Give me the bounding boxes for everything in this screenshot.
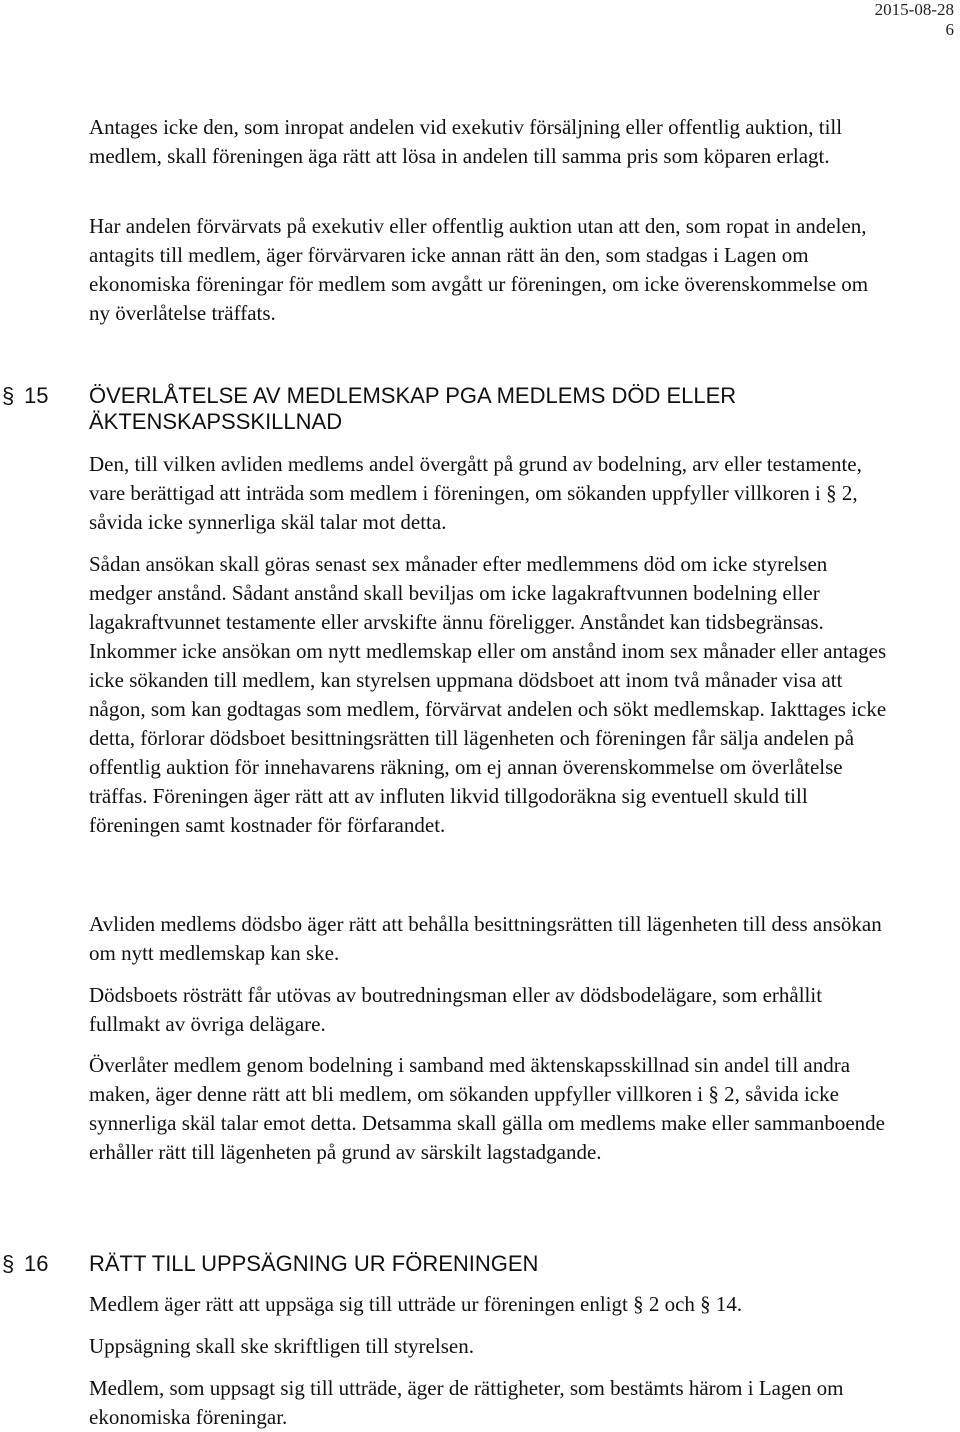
page-header bbox=[875, 0, 954, 40]
page-number: 6 bbox=[945, 20, 954, 39]
section-number: 16 bbox=[24, 1251, 49, 1276]
section-15-paragraph-2: Sådan ansökan skall göras senast sex månader efter medlemmens död om icke styrelsen medger anstånd. Sådant anstånd skall beviljas om icke lagakraftvunnen bodelning eller lagakraftvunnet testamente eller arvskifte ännu föreligger. Anståndet kan tidsbegränsas. Inkommer icke ansökan om nytt medlemskap eller om anstånd inom sex månader eller antages icke sökanden till medlem, kan styrelsen uppmana dödsboet att inom två månader visa att någon, som kan godtagas som medlem, förvärvat andelen och sökt medlemskap. Iakttages icke detta, förlorar dödsboet besittningsrätten till lägenheten och föreningen får sälja andelen på offentlig auktion för innehavarens räkning, om ej annan överenskommelse om överlåtelse träffas. Föreningen äger rätt att av influten likvid tillgodoräkna sig eventuell skuld till föreningen samt kostnader för förfarandet. bbox=[89, 552, 887, 837]
section-16-paragraph-3: Medlem, som uppsagt sig till utträde, äger de rättigheter, som bestämts härom i Lagen om ekonomiska föreningar. bbox=[89, 1376, 844, 1429]
header-date: 2015-08-28 bbox=[874, 0, 954, 19]
section-15-paragraph-4: Dödsboets rösträtt får utövas av boutredningsman eller av dödsbodelägare, som erhållit fullmakt av övriga delägare. bbox=[89, 983, 823, 1036]
section-15-paragraph-1: Den, till vilken avliden medlems andel övergått på grund av bodelning, arv eller testamente, vare berättigad att inträda som medlem i föreningen, om sökanden uppfyller villkoren i § 2, såvida icke synnerliga skäl talar mot detta. bbox=[89, 452, 862, 534]
section-number: 15 bbox=[24, 383, 49, 408]
section-title: ÖVERLÅTELSE AV MEDLEMSKAP PGA MEDLEMS DÖD ELLER ÄKTENSKAPSSKILLNAD bbox=[89, 383, 737, 434]
section-15-paragraph-3: Avliden medlems dödsbo äger rätt att behålla besittningsrätten till lägenheten till dess ansökan om nytt medlemskap kan ske. bbox=[89, 912, 882, 965]
intro-paragraph-1: Antages icke den, som inropat andelen vid exekutiv försäljning eller offentlig auktion, till medlem, skall föreningen äga rätt att lösa in andelen till samma pris som köparen erlagt. bbox=[89, 115, 843, 168]
section-15-paragraph-5: Överlåter medlem genom bodelning i samband med äktenskapsskillnad sin andel till andra maken, äger denne rätt att bli medlem, om sökanden uppfyller villkoren i § 2, såvida icke synnerliga skäl talar emot detta. Detsamma skall gälla om medlems make eller sammanboende erhåller rätt till lägenheten på grund av särskilt lagstadgande. bbox=[89, 1053, 885, 1164]
section-title: RÄTT TILL UPPSÄGNING UR FÖRENINGEN bbox=[89, 1251, 539, 1276]
section-symbol: § bbox=[2, 383, 15, 408]
section-16-paragraph-2: Uppsägning skall ske skriftligen till styrelsen. bbox=[89, 1334, 474, 1358]
section-symbol: § bbox=[2, 1251, 15, 1276]
section-16-paragraph-1: Medlem äger rätt att uppsäga sig till utträde ur föreningen enligt § 2 och § 14. bbox=[89, 1292, 743, 1316]
intro-paragraph-2: Har andelen förvärvats på exekutiv eller offentlig auktion utan att den, som ropat in andelen, antagits till medlem, äger förvärvaren icke annan rätt än den, som stadgas i Lagen om ekonomiska föreningar för medlem som avgått ur föreningen, om icke överenskommelse om ny överlåtelse träffats. bbox=[89, 214, 869, 325]
